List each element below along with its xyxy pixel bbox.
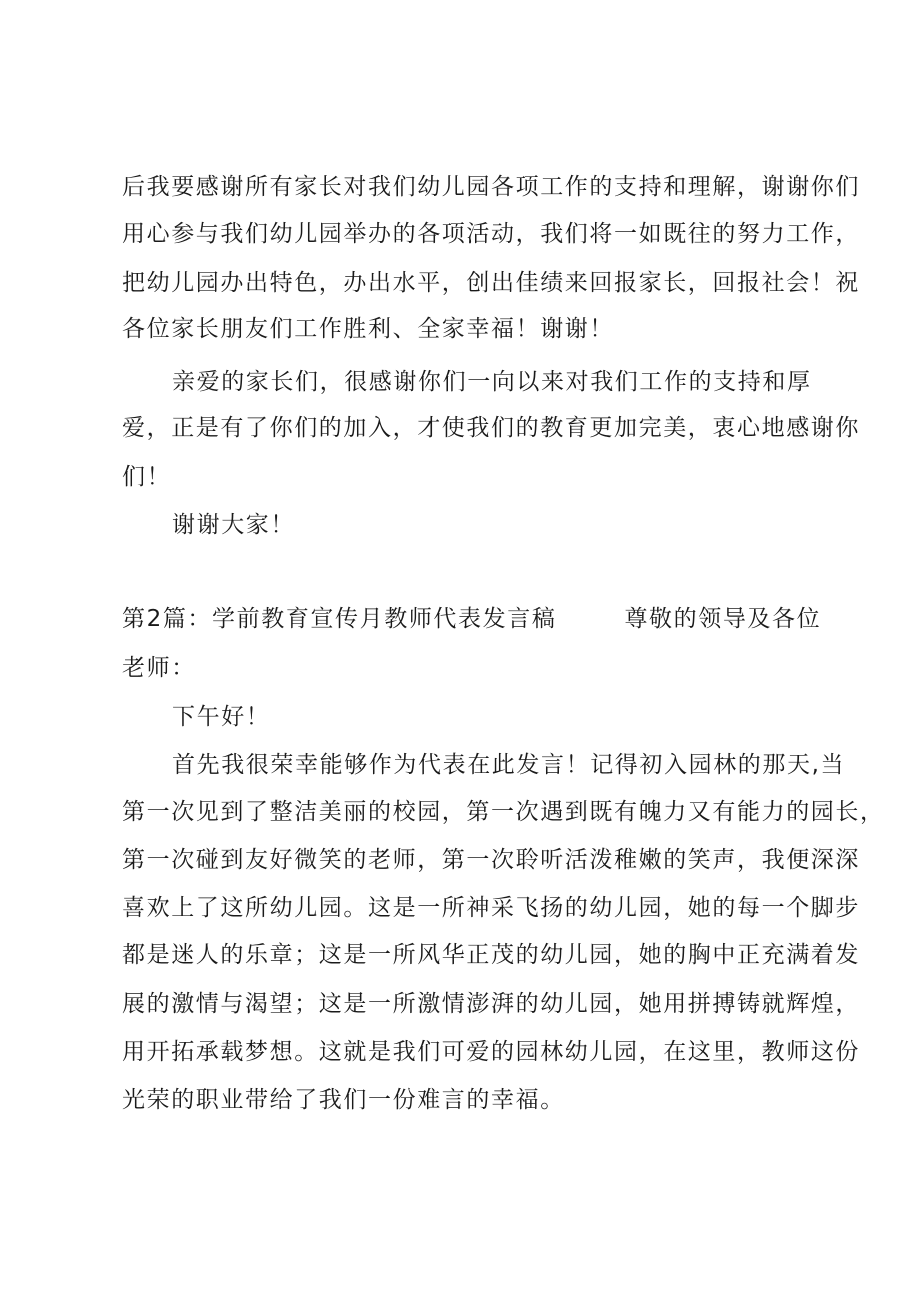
section-greeting: 尊敬的领导及各位: [624, 606, 822, 632]
paragraph-line: 各位家长朋友们工作胜利、全家幸福！谢谢！: [122, 316, 614, 342]
section-heading: [122, 604, 821, 634]
paragraph-line: 第一次碰到友好微笑的老师，第一次聆听活泼稚嫩的笑声，我便深深: [122, 847, 860, 873]
closing-thanks: 谢谢大家！: [172, 512, 295, 538]
paragraph-line: 喜欢上了这所幼儿园。这是一所神采飞扬的幼儿园，她的每一个脚步: [122, 895, 860, 921]
paragraph-line: 第一次见到了整洁美丽的校园，第一次遇到既有魄力又有能力的园长，: [122, 799, 885, 825]
section-greeting-cont: 老师：: [122, 655, 196, 681]
paragraph-line: 亲爱的家长们，很感谢你们一向以来对我们工作的支持和厚: [172, 369, 812, 395]
paragraph-line: 首先我很荣幸能够作为代表在此发言！记得初入园林的那天,当: [172, 752, 846, 778]
paragraph-line: 们！: [122, 464, 172, 490]
paragraph-line: 爱，正是有了你们的加入，才使我们的教育更加完美，衷心地感谢你: [122, 415, 860, 441]
section-title: 第2篇：学前教育宣传月教师代表发言稿: [122, 606, 557, 632]
paragraph-line: 光荣的职业带给了我们一份难言的幸福。: [122, 1087, 565, 1113]
paragraph-line: 把幼儿园办出特色，办出水平，创出佳绩来回报家长，回报社会！祝: [122, 270, 860, 296]
salutation: 下午好！: [172, 704, 271, 730]
paragraph-line: 展的激情与渴望；这是一所激情澎湃的幼儿园，她用拼搏铸就辉煌，: [122, 991, 860, 1017]
paragraph-line: 用心参与我们幼儿园举办的各项活动，我们将一如既往的努力工作，: [122, 221, 860, 247]
paragraph-line: 后我要感谢所有家长对我们幼儿园各项工作的支持和理解，谢谢你们: [122, 174, 860, 200]
paragraph-line: 都是迷人的乐章；这是一所风华正茂的幼儿园，她的胸中正充满着发: [122, 942, 860, 968]
paragraph-line: 用开拓承载梦想。这就是我们可爱的园林幼儿园，在这里，教师这份: [122, 1039, 860, 1065]
